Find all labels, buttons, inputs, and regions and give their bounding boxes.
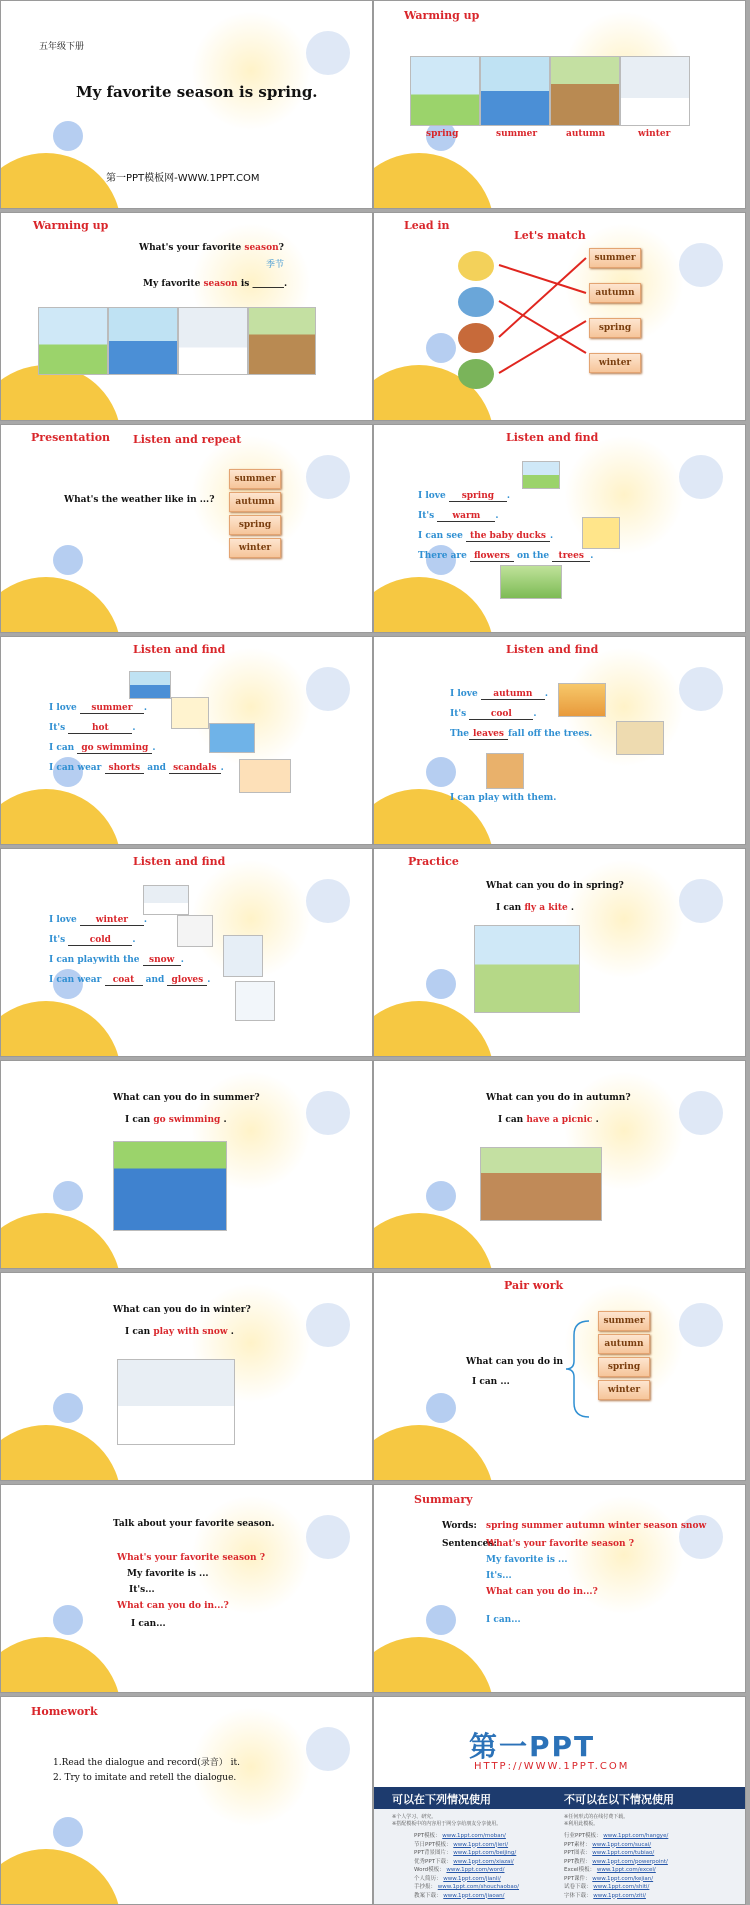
allowed-note-1: ※个人学习、研究。 [392,1814,437,1820]
slide-1[interactable] [0,0,373,209]
bg-circle [306,455,350,499]
tag-winter[interactable]: winter [589,353,641,373]
bg-glow [564,859,684,979]
slide-4[interactable] [373,212,746,421]
bg-yellow-circle [0,153,121,209]
answer-line: My favorite season is _______. [143,279,288,289]
slide-heading: Listen and find [133,643,226,656]
summer-image [480,56,550,126]
resource-link-label: 行业PPT模板： [564,1833,604,1839]
practice-answer: I can play with snow . [125,1327,234,1337]
slide-5[interactable] [0,424,373,633]
resource-link[interactable]: www.1ppt.com/powerpoint/ [592,1858,668,1865]
resource-link-row [564,1882,649,1890]
slide-2[interactable] [373,0,746,209]
resource-link-label: Word模板： [414,1867,447,1873]
bg-yellow-circle [373,153,494,209]
find-line-2: It's cool . [450,709,537,719]
resource-link-row [564,1840,651,1848]
find-line-3: I can see the baby ducks . [418,531,554,541]
slide-subheading: Listen and repeat [133,433,242,446]
leaves-image [486,753,524,789]
house-image [616,721,664,755]
pair-question: What can you do in [466,1357,564,1367]
snowman-image [177,915,213,947]
bg-blue-dot [53,545,83,575]
resource-link-row [414,1848,516,1856]
practice-answer: I can go swimming . [125,1115,227,1125]
tag-summer[interactable]: summer [229,469,281,489]
shorts-image [239,759,291,793]
grade-label: 五年级下册 [39,42,85,52]
slide-9[interactable] [0,848,373,1057]
bg-blue-dot [426,1605,456,1635]
skiing-image [117,1359,235,1445]
note-chinese: 季节 [266,260,285,270]
words-label: Words: [442,1521,477,1531]
slide-16[interactable] [373,1484,746,1693]
label-autumn: autumn [566,129,606,139]
logo-area [374,1697,745,1787]
resource-link-label: PPT图表： [564,1850,593,1856]
picnic-image [480,1147,602,1221]
autumn-image [550,56,620,126]
bg-blue-dot [426,969,456,999]
find-line-3: I can playwith the snow . [49,955,184,965]
tag-winter[interactable]: winter [598,1380,650,1400]
bg-yellow-circle [0,1001,121,1057]
bg-circle [306,667,350,711]
resource-link[interactable]: www.1ppt.com/kejian/ [592,1875,654,1882]
slide-13[interactable] [0,1272,373,1481]
bg-blue-dot [53,121,83,151]
practice-question: What can you do in summer? [113,1093,260,1103]
practice-answer: I can have a picnic . [498,1115,599,1125]
bg-circle [306,31,350,75]
slide-15[interactable] [0,1484,373,1693]
resource-link[interactable]: www.1ppt.com/hangye/ [603,1833,669,1839]
tag-autumn[interactable]: autumn [589,283,641,303]
resource-link-row [414,1874,501,1882]
forbidden-note-2: ※利用此模板。 [564,1821,599,1827]
kite-image [474,925,580,1013]
find-line-1: I love autumn . [450,689,549,699]
tag-spring[interactable]: spring [589,318,641,338]
bg-circle [306,1303,350,1347]
pair-answer: I can ... [472,1377,510,1387]
usage-band [374,1787,745,1904]
slide-10[interactable] [373,848,746,1057]
words-list: spring summer autumn winter season snow [486,1521,707,1531]
resource-link-label: 手抄报： [414,1884,438,1890]
winter-image [143,885,189,915]
talk-line-2: My favorite is ... [127,1569,209,1579]
resource-link-label: Excel模板： [564,1867,597,1873]
bg-yellow-circle [0,1637,121,1693]
find-line-1: I love spring . [418,491,511,501]
tag-winter[interactable]: winter [229,538,281,558]
resource-link-row [414,1857,514,1865]
slide-7[interactable] [0,636,373,845]
resource-link[interactable]: www.1ppt.com/xiazai/ [453,1858,514,1865]
summer-image [108,307,178,375]
bg-glow [191,11,311,131]
talk-title: Talk about your favorite season. [113,1519,275,1529]
slide-14[interactable] [373,1272,746,1481]
bg-glow [564,1495,684,1615]
practice-answer: I can fly a kite . [496,903,575,913]
resource-link[interactable]: www.1ppt.com/jieri/ [453,1841,509,1848]
autumn-image [248,307,316,375]
slide-heading: Listen and find [506,431,599,444]
resource-link-label: 教案下载： [414,1892,444,1899]
slide-heading: Warming up [33,219,109,232]
find-line-2: It's warm . [418,511,499,521]
flowers-image [500,565,562,599]
summary-line-5: I can... [486,1615,521,1625]
forbidden-heading: 不可以在以下情况使用 [564,1793,674,1806]
slide-11[interactable] [0,1060,373,1269]
find-line-4: I can wear shorts and scandals . [49,763,224,773]
find-line-3: I can go swimming . [49,743,156,753]
find-line-2: It's cold . [49,935,136,945]
sun-image [171,697,209,729]
slide-subheading: Let's match [514,229,586,242]
resource-link[interactable]: www.1ppt.com/excel/ [596,1867,656,1873]
bg-yellow-circle [0,577,121,633]
resource-link-label: PPT教程： [564,1858,593,1865]
bg-yellow-circle [0,1213,121,1269]
resource-link-label: 节日PPT模板： [414,1841,454,1848]
resource-link[interactable]: www.1ppt.com/moban/ [442,1833,506,1839]
find-line-1: I love summer . [49,703,148,713]
resource-link-row [414,1882,519,1890]
bg-yellow-circle [0,789,121,845]
bg-yellow-circle [0,1849,121,1905]
bg-circle [679,879,723,923]
allowed-note-2: ※搭配模板中的内容用于网分享给朋友分享使用。 [392,1821,502,1827]
bg-circle [679,455,723,499]
resource-link[interactable]: www.1ppt.com/sucai/ [592,1841,652,1848]
label-spring: spring [426,129,459,139]
talk-line-4: What can you do in...? [117,1601,229,1611]
slide-heading: Presentation [31,431,111,444]
resource-link-label: 个人简历： [414,1875,444,1882]
slide-heading: Homework [31,1705,98,1718]
bg-yellow-circle [373,1213,494,1269]
resource-link-row [564,1848,654,1856]
resource-link-row [564,1874,653,1882]
label-winter: winter [638,129,671,139]
spring-image [522,461,560,489]
swimming-image [209,723,255,753]
slide-heading: Practice [408,855,459,868]
slide-18[interactable] [373,1696,746,1905]
summary-line-1: What's your favorite season ? [486,1539,635,1549]
resource-link-label: PPT背景图片： [414,1850,454,1856]
swimming-image [113,1141,227,1231]
resource-link-label: 试卷下载： [564,1884,594,1890]
find-line-2: It's hot . [49,723,136,733]
resource-link[interactable]: www.1ppt.com/jiaoan/ [443,1892,505,1899]
resource-link-row [414,1891,504,1899]
slide-title: My favorite season is spring. [76,83,318,101]
talk-line-5: I can... [131,1619,166,1629]
bg-circle [306,1091,350,1135]
forbidden-note-1: ※任何形式的在线付费下载。 [564,1814,629,1820]
summer-image [129,671,171,699]
resource-link-row [414,1865,505,1873]
resource-link-row [564,1865,656,1873]
slide-3[interactable] [0,212,373,421]
gloves-image [235,981,275,1021]
practice-question: What can you do in autumn? [486,1093,631,1103]
summary-line-4: What can you do in...? [486,1587,598,1597]
talk-line-1: What's your favorite season ? [117,1553,266,1563]
resource-link-label: PPT课件： [564,1875,593,1882]
bg-yellow-circle [373,1637,494,1693]
site-logo: 第一PPT [469,1730,596,1763]
resource-link[interactable]: www.1ppt.com/tubiao/ [592,1850,655,1856]
bg-circle [306,1515,350,1559]
autumn-image [558,683,606,717]
resource-link[interactable]: www.1ppt.com/word/ [446,1867,505,1873]
tag-autumn[interactable]: autumn [598,1334,650,1354]
usage-header [374,1787,745,1809]
ducks-image [582,517,620,549]
summary-line-2: My favorite is ... [486,1555,568,1565]
talk-line-3: It's... [129,1585,155,1595]
slide-heading: Listen and find [133,855,226,868]
slide-heading: Warming up [404,9,480,22]
bg-blue-dot [53,1393,83,1423]
resource-link[interactable]: www.1ppt.com/shouchaobao/ [437,1884,520,1890]
bg-yellow-circle [373,577,494,633]
slide-heading: Lead in [404,219,450,232]
summary-line-3: It's... [486,1571,512,1581]
resource-link-label: 字体下载： [564,1892,594,1899]
slide-heading: Listen and find [506,643,599,656]
snow-image [223,935,263,977]
tag-spring[interactable]: spring [598,1357,650,1377]
tag-spring[interactable]: spring [229,515,281,535]
bg-blue-dot [426,757,456,787]
resource-link[interactable]: www.1ppt.com/jianli/ [443,1875,501,1882]
tag-summer[interactable]: summer [589,248,641,268]
resource-link-label: PPT素材： [564,1841,593,1848]
slide-12[interactable] [373,1060,746,1269]
slide-6[interactable] [373,424,746,633]
slide-heading: Pair work [504,1279,564,1292]
slide-heading: Summary [414,1493,473,1506]
resource-link[interactable]: www.1ppt.com/shiti/ [593,1884,650,1890]
spring-image [410,56,480,126]
question-line: What's your favorite season? [139,243,284,253]
bg-blue-dot [53,1181,83,1211]
practice-question: What can you do in winter? [113,1305,251,1315]
homework-line-2: 2. Try to imitate and retell the dialogue. [53,1773,237,1783]
resource-link-label: PPT模板： [414,1833,443,1839]
bg-circle [306,879,350,923]
tag-autumn[interactable]: autumn [229,492,281,512]
tag-summer[interactable]: summer [598,1311,650,1331]
footer-text: 第一PPT模板网-WWW.1PPT.COM [106,173,260,184]
resource-link-row [414,1840,508,1848]
homework-line-1: 1.Read the dialogue and record(录音） it. [53,1758,240,1768]
bg-blue-dot [53,1605,83,1635]
bg-circle [306,1727,350,1771]
find-line-4: I can play with them. [450,793,557,803]
resource-link-row [564,1831,668,1839]
resource-link-row [564,1857,668,1865]
site-url[interactable]: HTTP://WWW.1PPT.COM [474,1761,630,1772]
bg-circle [679,1091,723,1135]
bg-circle [679,667,723,711]
resource-link-row [414,1831,506,1839]
find-line-3: The leaves fall off the trees. [450,729,593,739]
bg-blue-dot [53,1817,83,1847]
weather-question: What's the weather like in ...? [64,495,215,505]
resource-link[interactable]: www.1ppt.com/ziti/ [593,1892,646,1899]
resource-link[interactable]: www.1ppt.com/beijing/ [453,1850,517,1856]
find-line-4: I can wear coat and gloves . [49,975,211,985]
find-line-4: There are flowers on the trees . [418,551,594,561]
label-summer: summer [496,129,538,139]
resource-link-row [564,1891,646,1899]
bg-yellow-circle [0,1425,121,1481]
practice-question: What can you do in spring? [486,881,624,891]
slide-8[interactable] [373,636,746,845]
sentences-label: Sentences: [442,1539,497,1549]
allowed-heading: 可以在下列情况使用 [392,1793,491,1806]
slide-17[interactable] [0,1696,373,1905]
spring-image [38,307,108,375]
winter-image [178,307,248,375]
find-line-1: I love winter . [49,915,148,925]
brace-icon [374,1273,746,1481]
winter-image [620,56,690,126]
bg-blue-dot [426,1181,456,1211]
resource-link-label: 优秀PPT下载： [414,1858,454,1865]
match-lines [374,213,746,421]
